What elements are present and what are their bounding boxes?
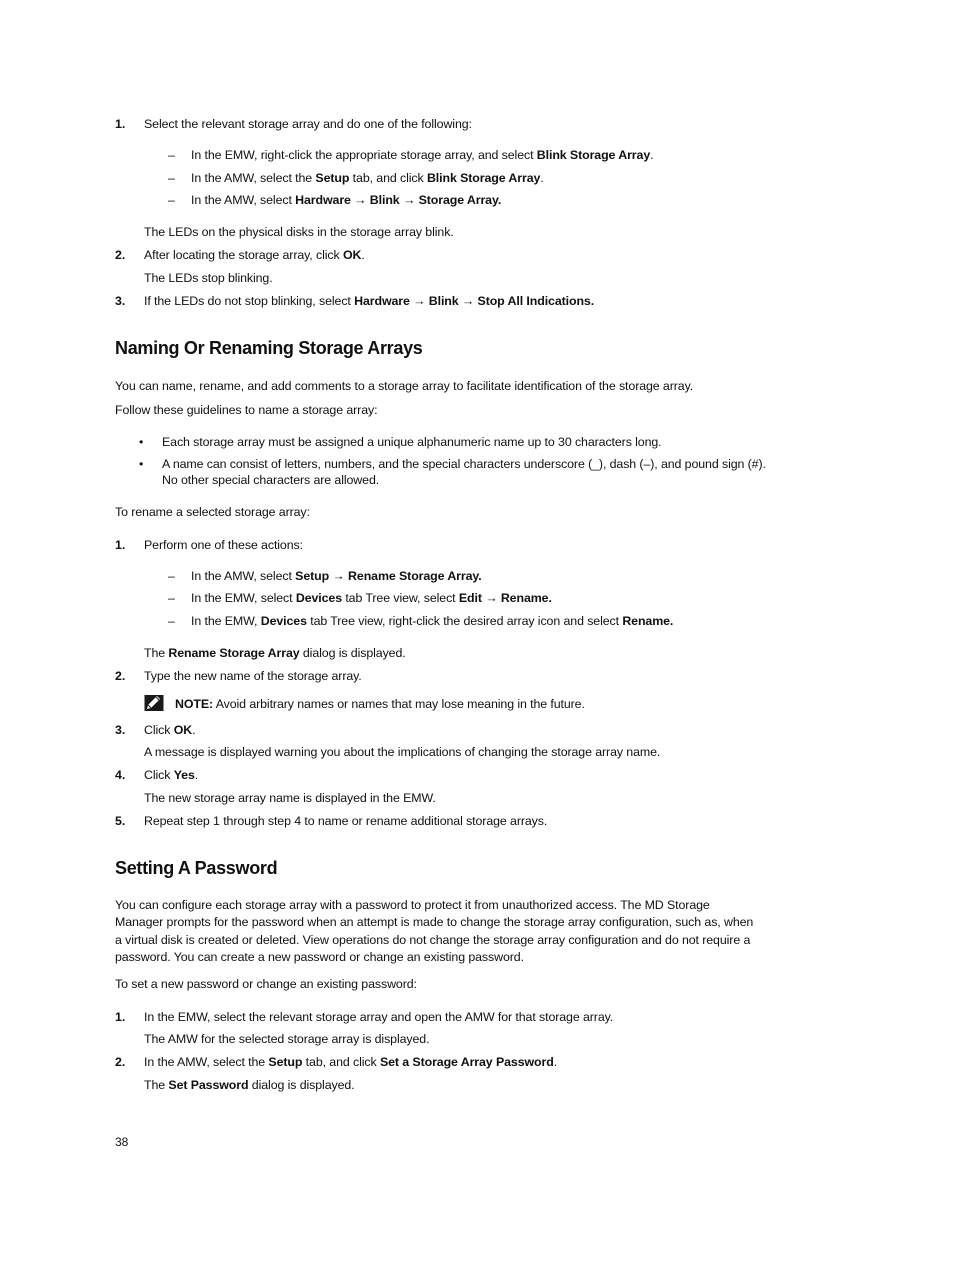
note-text: NOTE: Avoid arbitrary names or names that may lose meaning in the future. <box>175 697 585 711</box>
section-heading: Naming Or Renaming Storage Arrays <box>115 338 423 358</box>
step-number: 2. <box>115 669 126 683</box>
dash-marker: – <box>168 614 175 628</box>
step-result: The Rename Storage Array dialog is displayed. <box>144 646 406 660</box>
bullet-text-continued: No other special characters are allowed. <box>162 473 380 487</box>
bullet-marker: • <box>139 457 144 471</box>
paragraph: Follow these guidelines to name a storage array: <box>115 403 378 417</box>
sub-step: In the AMW, select Setup → Rename Storage Array. <box>191 569 482 583</box>
step-text: Click Yes. <box>144 768 199 782</box>
sub-step: In the EMW, Devices tab Tree view, right-click the desired array icon and select Rename. <box>191 614 674 628</box>
step-text: In the AMW, select the Setup tab, and click Set a Storage Array Password. <box>144 1055 558 1069</box>
step-number: 1. <box>115 1010 126 1024</box>
paragraph-line: You can configure each storage array with a password to protect it from unauthorized access. The MD Storage <box>115 898 710 912</box>
bullet-text: A name can consist of letters, numbers, and the special characters underscore (_), dash (–), and pound sign (#). <box>162 457 766 471</box>
step-number: 2. <box>115 248 126 262</box>
step-number: 3. <box>115 294 126 308</box>
step-text: After locating the storage array, click OK. <box>144 248 365 262</box>
dash-marker: – <box>168 193 175 207</box>
page-number: 38 <box>115 1135 129 1149</box>
step-number: 2. <box>115 1055 126 1069</box>
step-result: The new storage array name is displayed in the EMW. <box>144 791 436 805</box>
section-heading: Setting A Password <box>115 858 278 878</box>
paragraph-line: Manager prompts for the password when an attempt is made to change the storage array configuration, such as, when <box>115 915 754 929</box>
step-text: If the LEDs do not stop blinking, select Hardware → Blink → Stop All Indications. <box>144 294 595 308</box>
paragraph: You can name, rename, and add comments to a storage array to facilitate identification of the storage array. <box>115 379 694 393</box>
step-number: 3. <box>115 723 126 737</box>
step-text: Type the new name of the storage array. <box>144 669 362 683</box>
step-result: The LEDs on the physical disks in the storage array blink. <box>144 225 454 239</box>
step-number: 1. <box>115 117 126 131</box>
step-text: Click OK. <box>144 723 196 737</box>
dash-marker: – <box>168 148 175 162</box>
bullet-marker: • <box>139 435 144 449</box>
bullet-text: Each storage array must be assigned a unique alphanumeric name up to 30 characters long. <box>162 435 662 449</box>
paragraph: To rename a selected storage array: <box>115 505 310 519</box>
note-pencil-icon <box>144 694 164 712</box>
sub-step: In the EMW, right-click the appropriate storage array, and select Blink Storage Array. <box>191 148 654 162</box>
dash-marker: – <box>168 171 175 185</box>
step-result: A message is displayed warning you about the implications of changing the storage array name. <box>144 745 661 759</box>
step-number: 1. <box>115 538 126 552</box>
sub-step: In the EMW, select Devices tab Tree view, select Edit → Rename. <box>191 591 552 605</box>
step-number: 4. <box>115 768 126 782</box>
paragraph-line: a virtual disk is created or deleted. View operations do not change the storage array configuration and do not require a <box>115 933 751 947</box>
sub-step: In the AMW, select the Setup tab, and click Blink Storage Array. <box>191 171 544 185</box>
step-result: The AMW for the selected storage array is displayed. <box>144 1032 430 1046</box>
step-result: The LEDs stop blinking. <box>144 271 273 285</box>
step-text: In the EMW, select the relevant storage array and open the AMW for that storage array. <box>144 1010 614 1024</box>
dash-marker: – <box>168 591 175 605</box>
step-text: Perform one of these actions: <box>144 538 303 552</box>
paragraph: To set a new password or change an existing password: <box>115 977 417 991</box>
step-text: Repeat step 1 through step 4 to name or rename additional storage arrays. <box>144 814 548 828</box>
sub-step: In the AMW, select Hardware → Blink → Storage Array. <box>191 193 502 207</box>
step-text: Select the relevant storage array and do one of the following: <box>144 117 472 131</box>
dash-marker: – <box>168 569 175 583</box>
step-result: The Set Password dialog is displayed. <box>144 1078 355 1092</box>
step-number: 5. <box>115 814 126 828</box>
paragraph-line: password. You can create a new password or change an existing password. <box>115 950 524 964</box>
